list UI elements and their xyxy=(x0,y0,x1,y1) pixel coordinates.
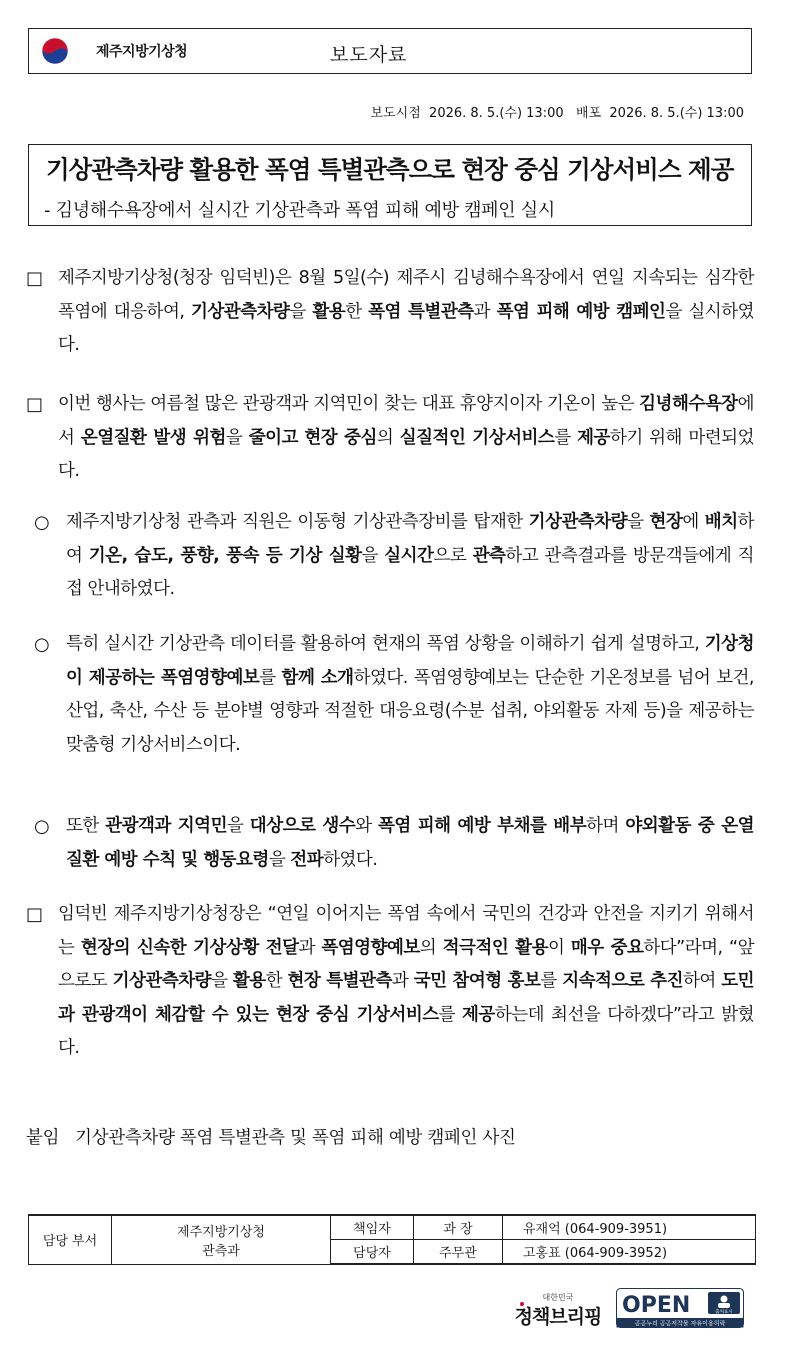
emphasis-text: 실시간 xyxy=(384,545,434,566)
emphasis-text: 실질적인 기상서비스 xyxy=(399,427,555,448)
contact-role: 담당자 xyxy=(331,1240,414,1265)
paragraph-text: 과 xyxy=(298,937,322,958)
paragraph-text: 을 xyxy=(211,971,233,991)
emphasis-text: 줄이고 xyxy=(248,427,298,448)
paragraph-text: 이번 행사는 여름철 많은 관광객과 지역민이 찾는 대표 휴양지이자 기온이 높은 xyxy=(58,394,640,414)
emphasis-text: 지속적으로 추진 xyxy=(562,971,683,991)
emphasis-text: 현장 특별관측 xyxy=(287,971,392,991)
paragraph-text: 를 xyxy=(540,971,563,991)
paragraph-text: 하여 xyxy=(682,971,722,991)
open-badge-text: 출처표시 xyxy=(715,1310,733,1315)
emphasis-text: 폭염 특별관측 xyxy=(368,301,474,322)
release-time-line: 보도시점 2026. 8. 5.(수) 13:00 배포 2026. 8. 5.(수) 13:00 xyxy=(370,106,744,121)
paragraph-text: 제주지방기상청(청장 임덕빈)은 8월 5일(수) 제주시 김녕해수욕장에서 연일 지속되는 심각한 폭염에 대응하여, xyxy=(58,268,754,322)
emphasis-text: 김녕해수욕장 xyxy=(639,394,738,414)
paragraph-text: 한 xyxy=(265,971,288,991)
paragraph-5 xyxy=(34,810,755,877)
paragraph-text: 를 xyxy=(554,427,578,448)
emphasis-text: 적극적인 활용 xyxy=(442,937,548,958)
page-subtitle: - 김녕해수욕장에서 실시간 기상관측과 폭염 피해 예방 캠페인 실시 xyxy=(44,200,555,221)
paragraph-2 xyxy=(26,388,754,489)
dept-name-line-1: 제주지방기상청 xyxy=(177,1224,265,1240)
emphasis-text: 기상청이 제공하는 폭염영향예보 xyxy=(66,634,754,688)
open-sub-text: 공공누리 공공저작물 자유이용허락 xyxy=(634,1320,726,1328)
emphasis-text: 폭염영향예보 xyxy=(321,937,420,958)
paragraph-4 xyxy=(34,628,754,762)
dept-name-line-2: 관측과 xyxy=(202,1243,240,1259)
emphasis-text: 폭염 피해 예방 부채를 배부 xyxy=(377,816,587,836)
paragraph-text: 을 xyxy=(225,427,249,448)
page-title: 기상관측차량 활용한 폭염 특별관측으로 현장 중심 기상서비스 제공 xyxy=(46,155,734,184)
emphasis-text: 기상관측차량 xyxy=(528,512,628,532)
emphasis-text: 기온, 습도, 풍향, 풍속 등 기상 실황 xyxy=(88,545,362,566)
org-name: 제주지방기상청 xyxy=(96,44,188,60)
paragraph-text: 에 xyxy=(682,512,705,532)
briefing-small-text: 대한민국 xyxy=(542,1293,574,1302)
paragraph-text: 을 xyxy=(289,301,313,322)
government-emblem-icon xyxy=(40,36,70,66)
contact-position: 주무관 xyxy=(414,1240,503,1265)
paragraph-text: 하는데 최선을 다하겠다”라고 밝혔다. xyxy=(58,1004,755,1058)
paragraph-text: 특히 실시간 기상관측 데이터를 활용하여 현재의 폭염 상황을 이해하기 쉽게 설명하고, xyxy=(66,634,705,654)
doc-type-label: 보도자료 xyxy=(330,44,408,66)
circle-bullet-icon: ○ xyxy=(34,816,50,837)
paragraph-text: 제주지방기상청 관측과 직원은 이동형 기상관측장비를 탑재한 xyxy=(66,512,529,532)
emphasis-text: 도민과 관광객이 체감할 수 있는 현장 중심 기상서비스 xyxy=(58,971,755,1025)
emphasis-text: 활용 xyxy=(232,971,266,991)
paragraph-text: 를 xyxy=(438,1004,463,1025)
emphasis-text: 관광객과 지역민 xyxy=(105,816,227,836)
paragraph-text: 하여 xyxy=(66,512,755,566)
kogl-open-license-logo xyxy=(616,1288,744,1328)
paragraph-text: 을 xyxy=(361,545,385,566)
paragraph-text: 을 xyxy=(226,816,250,836)
attachment-note: 붙임 기상관측차량 폭염 특별관측 및 폭염 피해 예방 캠페인 사진 xyxy=(26,1128,516,1148)
paragraph-text: 또한 xyxy=(66,816,106,836)
emphasis-text: 현장 중심 xyxy=(304,427,377,448)
emphasis-text: 관측 xyxy=(472,545,506,566)
dept-name xyxy=(112,1215,331,1264)
paragraph-text: 을 xyxy=(268,849,291,870)
briefing-main-text: 정책브리핑 xyxy=(514,1306,602,1328)
paragraph-text: 을 xyxy=(627,512,650,532)
paragraph-text: 을 실시하였다. xyxy=(58,301,755,355)
emphasis-text: 국민 참여형 홍보 xyxy=(413,971,541,991)
paragraph-text: 하고 관측결과를 방문객들에게 직접 안내하였다. xyxy=(66,545,755,599)
emphasis-text: 대상으로 생수 xyxy=(249,816,356,836)
emphasis-text: 함께 소개 xyxy=(281,667,354,688)
paragraph-text: 의 xyxy=(419,937,443,958)
dept-label: 담당 부서 xyxy=(29,1215,112,1264)
paragraph-text: 하며 xyxy=(586,816,626,836)
paragraph-text: 에서 xyxy=(58,394,754,448)
paragraph-text: 한 xyxy=(345,301,369,322)
paragraph-text: 하기 위해 마련되었다. xyxy=(58,427,754,481)
emphasis-text: 배치 xyxy=(704,512,738,532)
emphasis-text: 온열질환 발생 위험 xyxy=(80,427,226,448)
emphasis-text: 제공 xyxy=(577,427,610,448)
contact-person: 유재억 (064-909-3951) xyxy=(503,1215,756,1240)
paragraph-text: 를 xyxy=(259,667,282,688)
paragraph-text: 하였다. 폭염영향예보는 단순한 기온정보를 넘어 보건, 산업, 축산, 수산 등 분야별 영향과 적절한 대응요령(수분 섭취, 야외활동 자제 등)을 제공하는 맞춤형 기상서비스이다. xyxy=(66,667,754,755)
paragraph-text: 임덕빈 제주지방기상청장은 “연일 이어지는 폭염 속에서 국민의 건강과 안전을 지키기 위해서는 xyxy=(58,904,754,958)
table-row xyxy=(29,1215,756,1240)
emphasis-text: 현장 xyxy=(649,512,683,532)
emphasis-text: 매우 중요 xyxy=(570,937,644,958)
emphasis-text: 현장의 신속한 기상상황 전달 xyxy=(80,937,299,958)
circle-bullet-icon: ○ xyxy=(34,634,50,655)
paragraph-text: 으로 xyxy=(433,545,473,566)
paragraph-text: 이 xyxy=(547,937,571,958)
contact-table xyxy=(28,1214,756,1265)
contact-role: 책임자 xyxy=(331,1215,414,1240)
emphasis-text: 제공 xyxy=(462,1004,495,1025)
emphasis-text: 폭염 피해 예방 캠페인 xyxy=(496,301,666,322)
paragraph-text: 과 xyxy=(391,971,414,991)
policy-briefing-logo xyxy=(508,1290,608,1334)
contact-person: 고홍표 (064-909-3952) xyxy=(503,1240,756,1265)
contact-position: 과 장 xyxy=(414,1215,503,1240)
paragraph-text: 과 xyxy=(473,301,497,322)
paragraph-text: 의 xyxy=(376,427,400,448)
paragraph-text: 하다”라며, “앞으로도 xyxy=(58,937,755,991)
emphasis-text: 야외활동 중 온열질환 예방 수칙 및 행동요령 xyxy=(66,816,755,870)
square-bullet-icon: □ xyxy=(26,268,43,289)
paragraph-1 xyxy=(26,262,755,363)
emphasis-text: 기상관측차량 xyxy=(112,971,212,991)
square-bullet-icon: □ xyxy=(26,904,43,925)
emphasis-text: 기상관측차량 xyxy=(190,301,290,322)
emphasis-text: 활용 xyxy=(312,301,346,322)
paragraph-6 xyxy=(26,898,755,1066)
paragraph-text: 하였다. xyxy=(323,849,378,870)
emphasis-text: 전파 xyxy=(290,849,324,870)
paragraph-3 xyxy=(34,506,755,607)
square-bullet-icon: □ xyxy=(26,394,43,415)
open-text: OPEN xyxy=(622,1293,691,1318)
circle-bullet-icon: ○ xyxy=(34,512,50,533)
paragraph-text: 와 xyxy=(355,816,378,836)
